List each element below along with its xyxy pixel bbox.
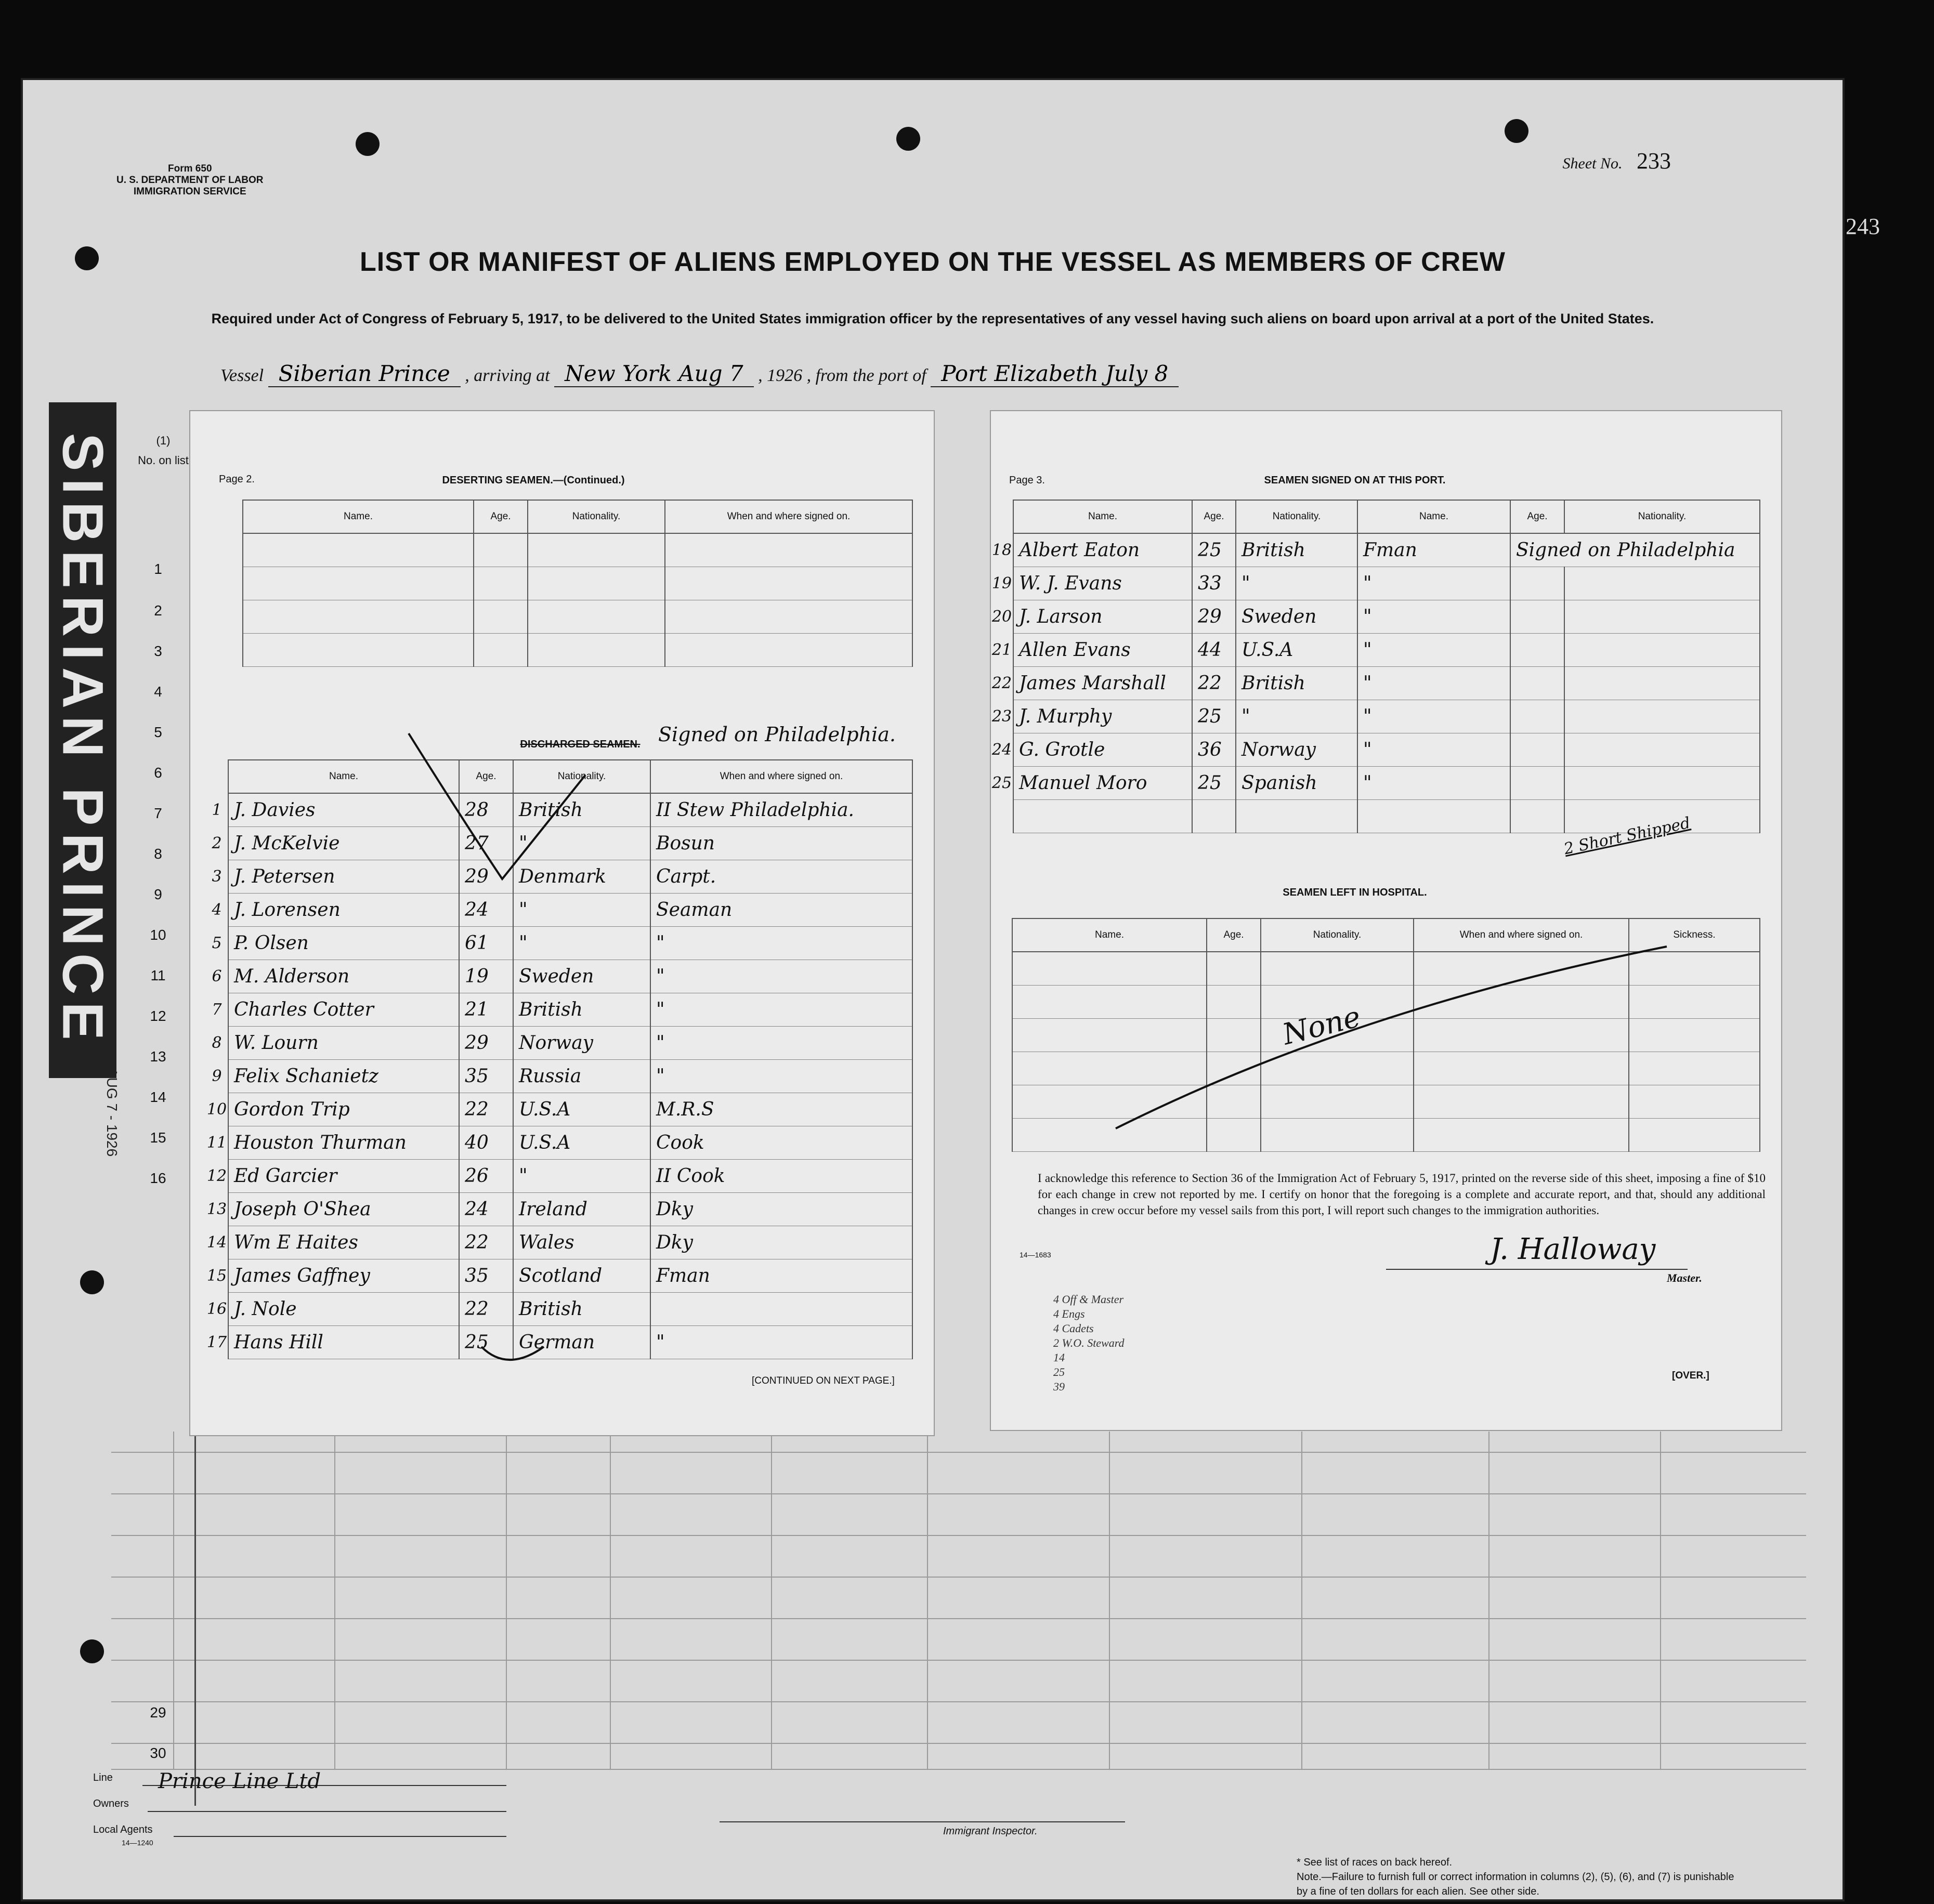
- row-index: 20: [991, 608, 1012, 626]
- header-sickness: Sickness.: [1629, 918, 1760, 952]
- seaman-nationality: U.S.A: [1236, 634, 1357, 667]
- seaman-name: Ed Garcier: [228, 1160, 459, 1193]
- row-number: 15: [150, 1130, 166, 1146]
- header-name: Name.: [1013, 500, 1192, 533]
- seaman-signed-on: ": [650, 993, 912, 1027]
- row-index: 15: [206, 1267, 227, 1285]
- row-index: 13: [206, 1200, 227, 1218]
- seaman-signed-on: ": [650, 1060, 912, 1093]
- header-age: Age.: [474, 500, 528, 533]
- page-3-label: Page 3.: [1009, 475, 1045, 486]
- seaman-nationality: German: [513, 1326, 650, 1359]
- punch-hole: [356, 132, 380, 156]
- arriving-value: New York Aug 7: [554, 361, 754, 387]
- seaman-signed-on: Seaman: [650, 894, 912, 927]
- seaman-age: 26: [459, 1160, 513, 1193]
- row-number: 16: [150, 1170, 166, 1186]
- seaman-signed-on: Signed on Philadelphia: [1510, 533, 1760, 567]
- tally-line: 25: [1053, 1365, 1065, 1378]
- seaman-name: Charles Cotter: [228, 993, 459, 1027]
- seaman-age: 25: [1192, 767, 1236, 800]
- seaman-age: 35: [459, 1259, 513, 1293]
- row-index: 22: [991, 674, 1012, 692]
- seaman-name: P. Olsen: [228, 927, 459, 960]
- row-index: 16: [206, 1300, 227, 1318]
- seaman-name: W. Lourn: [228, 1027, 459, 1060]
- tally-line: 2 W.O. Steward: [1053, 1336, 1125, 1349]
- form-subtitle: Required under Act of Congress of February 5, 1917, to be delivered to the United States immigration officer by the representatives of any vessel having such aliens on board upon arrival at a port of the United States.: [211, 311, 1654, 326]
- crew-tally: [1053, 1292, 1125, 1394]
- seaman-name: J. Davies: [228, 793, 459, 827]
- seaman-signed-on: Bosun: [650, 827, 912, 860]
- row-index: 1: [212, 800, 222, 819]
- seaman-nationality: ": [513, 927, 650, 960]
- seaman-name: J. Murphy: [1013, 700, 1192, 733]
- seaman-nationality: British: [513, 793, 650, 827]
- seaman-signed-on: ": [650, 1326, 912, 1359]
- seaman-nationality: Ireland: [513, 1193, 650, 1226]
- seaman-nationality: British: [1236, 533, 1357, 567]
- header-nationality: Nationality.: [1261, 918, 1414, 952]
- row-index: 21: [991, 641, 1012, 659]
- seaman-age: 36: [1192, 733, 1236, 767]
- row-index: 17: [206, 1333, 227, 1351]
- row-index: 25: [991, 774, 1012, 792]
- races-note: * See list of races on back hereof.: [1297, 1857, 1453, 1868]
- seaman-nationality: ": [513, 1160, 650, 1193]
- seaman-name: Joseph O'Shea: [228, 1193, 459, 1226]
- tally-line: 39: [1053, 1380, 1065, 1393]
- seaman-nationality: U.S.A: [513, 1093, 650, 1126]
- seaman-signed-on: II Stew Philadelphia.: [650, 793, 912, 827]
- punch-hole: [1505, 119, 1528, 143]
- row-number: 8: [154, 846, 162, 862]
- row-index: 7: [212, 1001, 222, 1019]
- seaman-nationality: Scotland: [513, 1259, 650, 1293]
- seaman-name: J. McKelvie: [228, 827, 459, 860]
- local-agents-label: Local Agents: [93, 1824, 153, 1835]
- seaman-name: Gordon Trip: [228, 1093, 459, 1126]
- seaman-age: 29: [1192, 600, 1236, 634]
- header-nationality-2: Nationality.: [1564, 500, 1760, 533]
- seaman-signed-on: Dky: [650, 1226, 912, 1259]
- seaman-signed-on: Cook: [650, 1126, 912, 1160]
- list-number-column: [132, 413, 196, 1806]
- sheet-number-label: Sheet No.: [1562, 155, 1623, 172]
- agents-underline: [174, 1836, 506, 1837]
- seaman-name: Albert Eaton: [1013, 533, 1192, 567]
- inspector-label: Immigrant Inspector.: [943, 1826, 1038, 1837]
- header-name-2: Name.: [1357, 500, 1510, 533]
- form-number: Form 650: [168, 163, 212, 174]
- seaman-signed-on: ": [650, 960, 912, 993]
- deserting-title: DESERTING SEAMEN.—(Continued.): [442, 475, 625, 486]
- row-index: 19: [991, 574, 1012, 593]
- header-signed-on: When and where signed on.: [1414, 918, 1629, 952]
- vessel-stamp: SIBERIAN PRINCE: [49, 402, 116, 1078]
- from-port-label: , from the port of: [806, 366, 926, 385]
- seaman-name: J. Petersen: [228, 860, 459, 894]
- date-stamp: AUG 7 - 1926: [104, 1068, 120, 1157]
- hospital-strike-line: [991, 411, 1781, 1430]
- seaman-age: 33: [1192, 567, 1236, 600]
- row-index: 18: [991, 541, 1012, 559]
- seaman-age: 22: [459, 1093, 513, 1126]
- form-title: LIST OR MANIFEST OF ALIENS EMPLOYED ON THE VESSEL AS MEMBERS OF CREW: [360, 247, 1506, 277]
- seaman-age: 29: [459, 860, 513, 894]
- header-signed-on: When and where signed on.: [650, 760, 912, 793]
- seaman-signed-on: Carpt.: [650, 860, 912, 894]
- seaman-nationality: Denmark: [513, 860, 650, 894]
- seaman-age: 21: [459, 993, 513, 1027]
- row-number: 10: [150, 927, 166, 943]
- header-age-2: Age.: [1510, 500, 1564, 533]
- seaman-nationality: British: [513, 1293, 650, 1326]
- vessel-label: Vessel: [220, 366, 264, 385]
- header-age: Age.: [1192, 500, 1236, 533]
- form-code: 14—1683: [1020, 1251, 1051, 1259]
- seaman-age: 27: [459, 827, 513, 860]
- row-number: 2: [154, 602, 162, 619]
- tally-line: 4 Cadets: [1053, 1322, 1094, 1335]
- seaman-age: 25: [459, 1326, 513, 1359]
- seaman-name: Manuel Moro: [1013, 767, 1192, 800]
- seaman-nationality: Spanish: [1236, 767, 1357, 800]
- header-age: Age.: [459, 760, 513, 793]
- seaman-signed-on: M.R.S: [650, 1093, 912, 1126]
- signature-line: [1386, 1269, 1688, 1270]
- seaman-rating: ": [1357, 700, 1510, 733]
- row-index: 24: [991, 741, 1012, 759]
- seaman-name: Hans Hill: [228, 1326, 459, 1359]
- row-index: 10: [206, 1100, 227, 1119]
- signed-on-title: SEAMEN SIGNED ON AT THIS PORT.: [1264, 475, 1446, 486]
- seaman-name: Felix Schanietz: [228, 1060, 459, 1093]
- row-index: 12: [206, 1167, 227, 1185]
- vessel-name: Siberian Prince: [268, 361, 461, 387]
- row-index: 5: [212, 934, 222, 952]
- discharged-note: Signed on Philadelphia.: [658, 723, 896, 746]
- header-name: Name.: [1012, 918, 1207, 952]
- seaman-name: J. Lorensen: [228, 894, 459, 927]
- seaman-rating: Fman: [1357, 533, 1510, 567]
- seaman-name: James Gaffney: [228, 1259, 459, 1293]
- row-index: 14: [206, 1233, 227, 1252]
- page-2-label: Page 2.: [219, 474, 255, 485]
- seaman-name: James Marshall: [1013, 667, 1192, 700]
- seaman-nationality: British: [513, 993, 650, 1027]
- seaman-name: M. Alderson: [228, 960, 459, 993]
- seaman-nationality: British: [1236, 667, 1357, 700]
- row-index: 9: [212, 1067, 222, 1085]
- discharged-title-text: DISCHARGED SEAMEN.: [520, 739, 641, 750]
- seaman-signed-on: Fman: [650, 1259, 912, 1293]
- seaman-age: 25: [1192, 700, 1236, 733]
- seaman-nationality: Sweden: [513, 960, 650, 993]
- sheet-number-value: 233: [1637, 148, 1671, 174]
- inspector-underline: [720, 1821, 1125, 1822]
- service-name: IMMIGRATION SERVICE: [133, 186, 246, 197]
- row-number: 5: [154, 724, 162, 740]
- seaman-nationality: ": [1236, 567, 1357, 600]
- tally-line: 14: [1053, 1351, 1065, 1364]
- row-number: 1: [154, 561, 162, 577]
- check-marks: [190, 411, 934, 1435]
- short-shipped-note: 2 Short Shipped: [1562, 813, 1692, 859]
- seaman-age: 24: [459, 894, 513, 927]
- form-identifier: [116, 163, 264, 198]
- seaman-nationality: Norway: [1236, 733, 1357, 767]
- seaman-name: J. Larson: [1013, 600, 1192, 634]
- master-label: Master.: [1667, 1271, 1702, 1284]
- punch-hole: [80, 1639, 104, 1663]
- footer-notes: [1297, 1855, 1744, 1899]
- arriving-label: , arriving at: [465, 366, 550, 385]
- seaman-name: W. J. Evans: [1013, 567, 1192, 600]
- department-name: U. S. DEPARTMENT OF LABOR: [116, 175, 264, 186]
- punch-hole: [896, 127, 920, 151]
- column-marker: (1): [156, 434, 171, 447]
- seaman-nationality: Russia: [513, 1060, 650, 1093]
- row-number: 29: [150, 1704, 166, 1721]
- column-header: No. on list: [138, 454, 189, 467]
- owners-underline: [148, 1811, 506, 1812]
- seaman-rating: ": [1357, 600, 1510, 634]
- row-index: 23: [991, 707, 1012, 726]
- seaman-age: 28: [459, 793, 513, 827]
- row-index: 3: [212, 868, 222, 886]
- continued-note: [CONTINUED ON NEXT PAGE.]: [752, 1375, 895, 1386]
- master-signature: J. Halloway: [1490, 1232, 1656, 1266]
- seaman-rating: ": [1357, 634, 1510, 667]
- header-name: Name.: [243, 500, 474, 533]
- seaman-age: 22: [1192, 667, 1236, 700]
- seaman-age: 22: [459, 1293, 513, 1326]
- row-index: 2: [212, 834, 222, 852]
- failure-note: Note.—Failure to furnish full or correct information in columns (2), (5), (6), and (7) is punishable by a fine of ten dollars for each alien. See other side.: [1297, 1871, 1734, 1897]
- acknowledgment-text: I acknowledge this reference to Section 36 of the Immigration Act of February 5, 1917, printed on the reverse side of this sheet, imposing a fine of $10 for each change in crew not reported by me. I certify on honor that the foregoing is a complete and accurate report, and that, should any additional changes in crew occur before my vessel sails from this port, I will report such changes to the immigration authorities.: [1038, 1172, 1766, 1217]
- seaman-signed-on: II Cook: [650, 1160, 912, 1193]
- seaman-rating: ": [1357, 733, 1510, 767]
- seaman-age: 22: [459, 1226, 513, 1259]
- seaman-nationality: ": [513, 827, 650, 860]
- header-name: Name.: [228, 760, 459, 793]
- seaman-name: Houston Thurman: [228, 1126, 459, 1160]
- seaman-age: 44: [1192, 634, 1236, 667]
- row-number: 13: [150, 1048, 166, 1065]
- seaman-nationality: Sweden: [1236, 600, 1357, 634]
- owners-label: Owners: [93, 1798, 129, 1809]
- seaman-age: 61: [459, 927, 513, 960]
- row-number: 3: [154, 643, 162, 659]
- manifest-sheet: [21, 78, 1845, 1901]
- row-number: 14: [150, 1089, 166, 1105]
- sheet-number: [1563, 148, 1671, 174]
- seaman-nationality: U.S.A: [513, 1126, 650, 1160]
- year-value: , 1926: [758, 366, 803, 385]
- line-label: Line: [93, 1772, 113, 1783]
- hospital-none: None: [1279, 1000, 1364, 1052]
- row-number: 11: [150, 967, 166, 983]
- over-note: [OVER.]: [1672, 1370, 1709, 1381]
- seaman-name: J. Nole: [228, 1293, 459, 1326]
- row-number: 4: [154, 684, 162, 700]
- row-index: 8: [212, 1034, 222, 1052]
- side-number: 243: [1846, 214, 1880, 239]
- seaman-signed-on: ": [650, 927, 912, 960]
- seaman-name: Wm E Haites: [228, 1226, 459, 1259]
- seaman-name: G. Grotle: [1013, 733, 1192, 767]
- seaman-age: 25: [1192, 533, 1236, 567]
- seaman-age: 35: [459, 1060, 513, 1093]
- seaman-signed-on: ": [650, 1027, 912, 1060]
- header-nationality: Nationality.: [528, 500, 665, 533]
- punch-hole: [80, 1270, 104, 1294]
- row-number: 7: [154, 805, 162, 821]
- header-age: Age.: [1207, 918, 1261, 952]
- vessel-line: [220, 361, 1179, 387]
- header-signed-on: When and where signed on.: [665, 500, 912, 533]
- hospital-title: SEAMEN LEFT IN HOSPITAL.: [1283, 887, 1427, 898]
- row-number: 30: [150, 1745, 166, 1761]
- seaman-rating: ": [1357, 767, 1510, 800]
- row-number: 6: [154, 765, 162, 781]
- tally-line: 4 Off & Master: [1053, 1293, 1124, 1306]
- footer-code: 14—1240: [122, 1839, 153, 1847]
- page-3-insert: [990, 410, 1782, 1431]
- owners-value: Prince Line Ltd: [158, 1769, 321, 1793]
- seaman-nationality: ": [513, 894, 650, 927]
- seaman-age: 19: [459, 960, 513, 993]
- seaman-rating: ": [1357, 567, 1510, 600]
- row-number: 12: [150, 1008, 166, 1024]
- seaman-age: 40: [459, 1126, 513, 1160]
- page-2-insert: [189, 410, 935, 1436]
- seaman-signed-on: Dky: [650, 1193, 912, 1226]
- seaman-rating: ": [1357, 667, 1510, 700]
- seaman-nationality: Norway: [513, 1027, 650, 1060]
- tally-line: 4 Engs: [1053, 1307, 1085, 1320]
- seaman-nationality: ": [1236, 700, 1357, 733]
- seaman-age: 29: [459, 1027, 513, 1060]
- row-index: 4: [212, 901, 222, 919]
- header-nationality: Nationality.: [513, 760, 650, 793]
- header-nationality: Nationality.: [1236, 500, 1357, 533]
- seaman-age: 24: [459, 1193, 513, 1226]
- seaman-nationality: Wales: [513, 1226, 650, 1259]
- row-index: 11: [206, 1134, 227, 1152]
- row-number: 9: [154, 886, 162, 902]
- row-index: 6: [212, 967, 222, 986]
- seaman-name: Allen Evans: [1013, 634, 1192, 667]
- from-port-value: Port Elizabeth July 8: [931, 361, 1179, 387]
